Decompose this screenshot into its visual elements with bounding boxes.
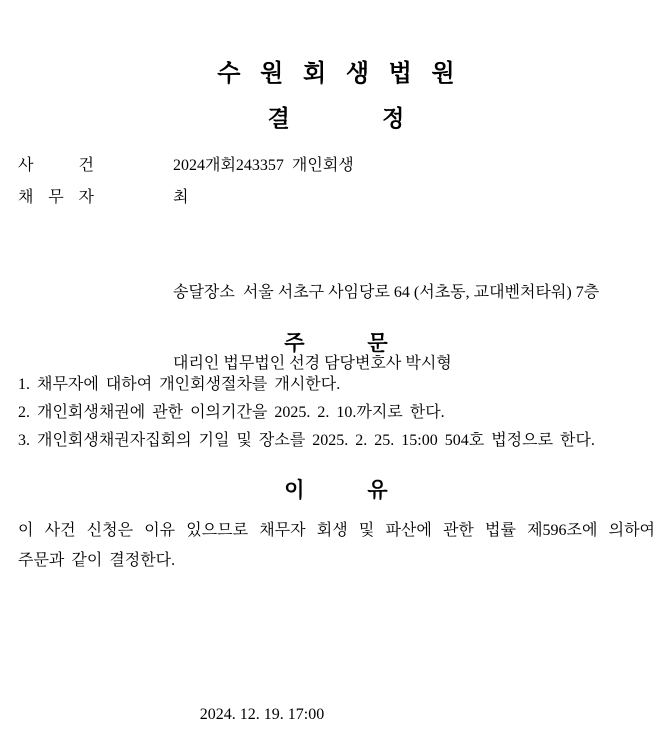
order-items-list <box>18 371 658 455</box>
order-item-3: 3. 개인회생채권자집회의 기일 및 장소를 2025. 2. 25. 15:00 504호 법정으로 한다. <box>18 432 595 449</box>
case-number-row <box>18 156 354 176</box>
case-number-value: 2024개회243357 개인회생 <box>173 157 354 174</box>
debtor-value: 최 <box>173 189 189 206</box>
reason-section-title: 이 유 <box>284 479 388 502</box>
case-number-label: 사 건 <box>18 157 94 174</box>
debtor-row <box>18 188 188 208</box>
court-name-title: 수 원 회 생 법 원 <box>217 60 455 87</box>
attorney-line: 대리인 법무법인 선경 담당변호사 박시형 <box>173 354 452 372</box>
document-type-title: 결 정 <box>267 105 405 131</box>
decision-date: 2024. 12. 19. 17:00 <box>199 706 325 723</box>
order-item-1: 1. 채무자에 대하여 개인회생절차를 개시한다. <box>18 376 341 393</box>
order-item-2: 2. 개인회생채권에 관한 이의기간을 2025. 2. 10.까지로 한다. <box>18 404 445 421</box>
reason-line-1: 이 사건 신청은 이유 있으므로 채무자 회생 및 파산에 관한 법률 제596조에 의하여 <box>18 522 655 539</box>
order-section-title: 주 문 <box>284 332 388 355</box>
reason-paragraph <box>18 516 655 576</box>
reason-line-2: 주문과 같이 결정한다. <box>18 552 176 569</box>
debtor-label: 채 무 자 <box>18 189 94 206</box>
service-address-line: 송달장소 서울 서초구 사임당로 64 (서초동, 교대벤처타워) 7층 <box>173 284 600 301</box>
